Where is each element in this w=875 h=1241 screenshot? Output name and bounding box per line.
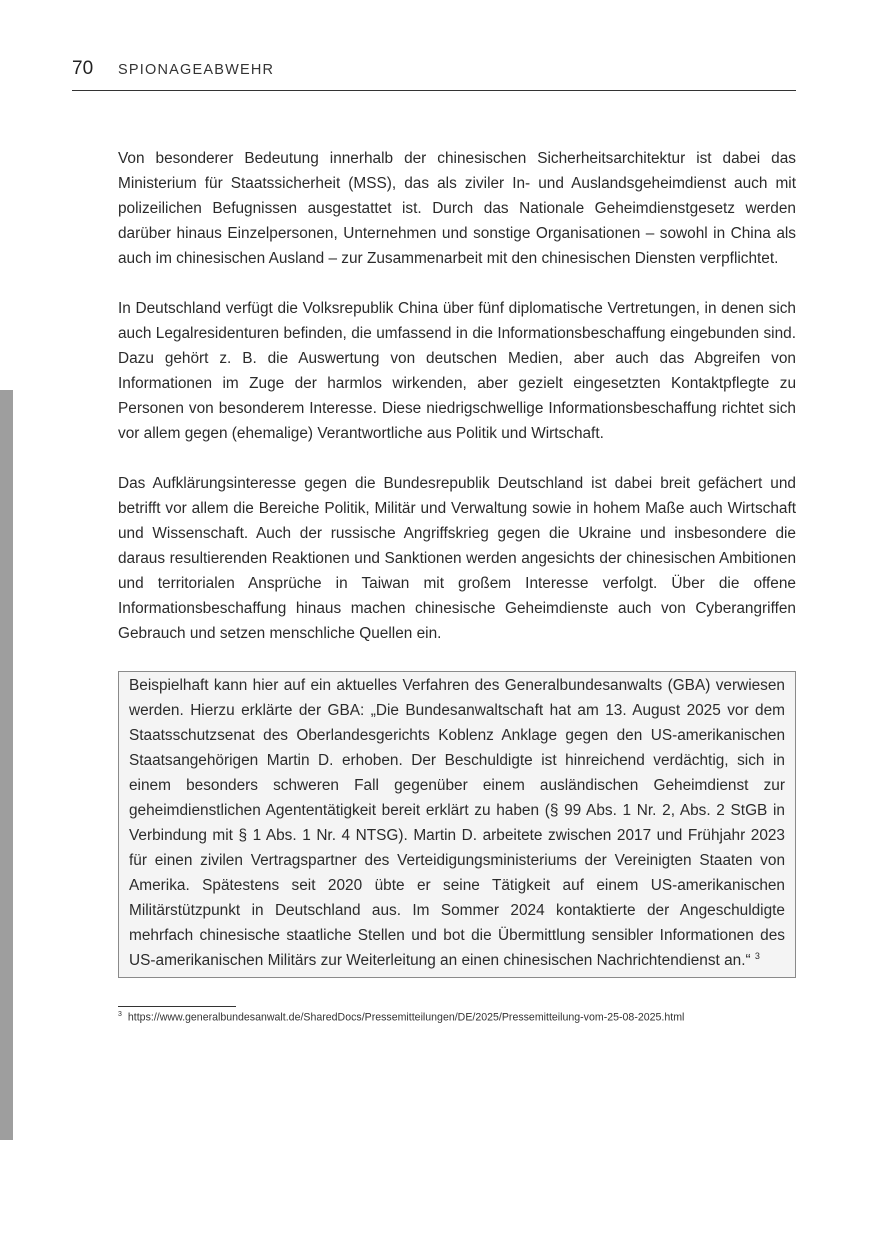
- footnote: [118, 1011, 796, 1024]
- page-number: 70: [72, 58, 94, 79]
- quote-text: Beispielhaft kann hier auf ein aktuelles Verfahren des Generalbundesanwalts (GBA) verwiesen werden. Hierzu erklärte der GBA: „Die Bundesanwaltschaft hat am 13. August 2025 vor dem Staatsschutzsenat des Oberlandesgerichts Koblenz Anklage gegen den US-amerikanischen Staatsangehörigen Martin D. erhoben. Der Beschuldigte ist hinreichend verdächtig, sich in einem besonders schweren Fall gegenüber einem ausländischen Geheimdienst zur geheimdienstlichen Agententätigkeit bereit erklärt zu haben (§ 99 Abs. 1 Nr. 2, Abs. 2 StGB in Verbindung mit § 1 Abs. 1 Nr. 4 NTSG). Martin D. arbeitete zwischen 2017 und Frühjahr 2023 für einen zivilen Vertragspartner des Verteidigungsministeriums der Vereinigten Staaten von Amerika. Spätestens seit 2020 übte er seine Tätigkeit auf einem US-amerikanischen Militärstützpunkt in Deutschland aus. Im Sommer 2024 kontaktierte der Angeschuldigte mehrfach chinesische staatliche Stellen und bot die Übermittlung sensibler Informationen des US-amerikanischen Militärs zur Weiterleitung an einen chinesischen Nachrichtendienst an.“: [129, 677, 785, 969]
- footnote-reference: 3: [754, 950, 760, 961]
- side-thumb-bar: [0, 390, 13, 1140]
- footnote-rule: [118, 1006, 236, 1007]
- paragraph-2: In Deutschland verfügt die Volksrepublik China über fünf diplomatische Vertretungen, in denen sich auch Legalresidenturen befinden, die umfassend in die Informationsbeschaffung eingebunden sind. Dazu gehört z. B. die Auswertung von deutschen Medien, aber auch das Abgreifen von Informationen im Zuge der harmlos wirkenden, aber gezielt eingesetzten Kontaktpflegte zu Personen von besonderem Interesse. Diese niedrigschwellige Informationsbeschaffung richtet sich vor allem gegen (ehemalige) Verantwortliche aus Politik und Wirtschaft.: [118, 300, 796, 442]
- quote-paragraph: [129, 673, 785, 973]
- main-content: [118, 146, 796, 1024]
- running-head: SPIONAGEABWEHR: [118, 62, 275, 78]
- quote-box: [118, 671, 796, 978]
- paragraph-1: Von besonderer Bedeutung innerhalb der chinesischen Sicherheitsarchitektur ist dabei das Ministerium für Staatssicherheit (MSS), das als ziviler In- und Auslandsgeheimdienst auch mit polizeilichen Befugnissen ausgestattet ist. Durch das Nationale Geheimdienstgesetz werden darüber hinaus Einzelpersonen, Unternehmen und sonstige Organisationen – sowohl in China als auch im chinesischen Ausland – zur Zusammenarbeit mit den chinesischen Diensten verpflichtet.: [118, 150, 796, 267]
- paragraph-3: Das Aufklärungsinteresse gegen die Bundesrepublik Deutschland ist dabei breit gefächert und betrifft vor allem die Bereiche Politik, Militär und Verwaltung sowie in hohem Maße auch Wirtschaft und Wissenschaft. Auch der russische Angriffskrieg gegen die Ukraine und insbesondere die daraus resultierenden Reaktionen und Sanktionen werden angesichts der chinesischen Ambitionen und territorialen Ansprüche in Taiwan mit großem Interesse verfolgt. Über die offene Informationsbeschaffung hinaus machen chinesische Geheimdienste auch von Cyberangriffen Gebrauch und setzen menschliche Quellen ein.: [118, 475, 796, 642]
- footnote-marker: 3: [118, 1011, 122, 1018]
- page-header: [72, 58, 796, 91]
- footnote-link[interactable]: https://www.generalbundesanwalt.de/SharedDocs/Pressemitteilungen/DE/2025/Pressemitteilung-vom-25-08-2025.html: [127, 1011, 685, 1024]
